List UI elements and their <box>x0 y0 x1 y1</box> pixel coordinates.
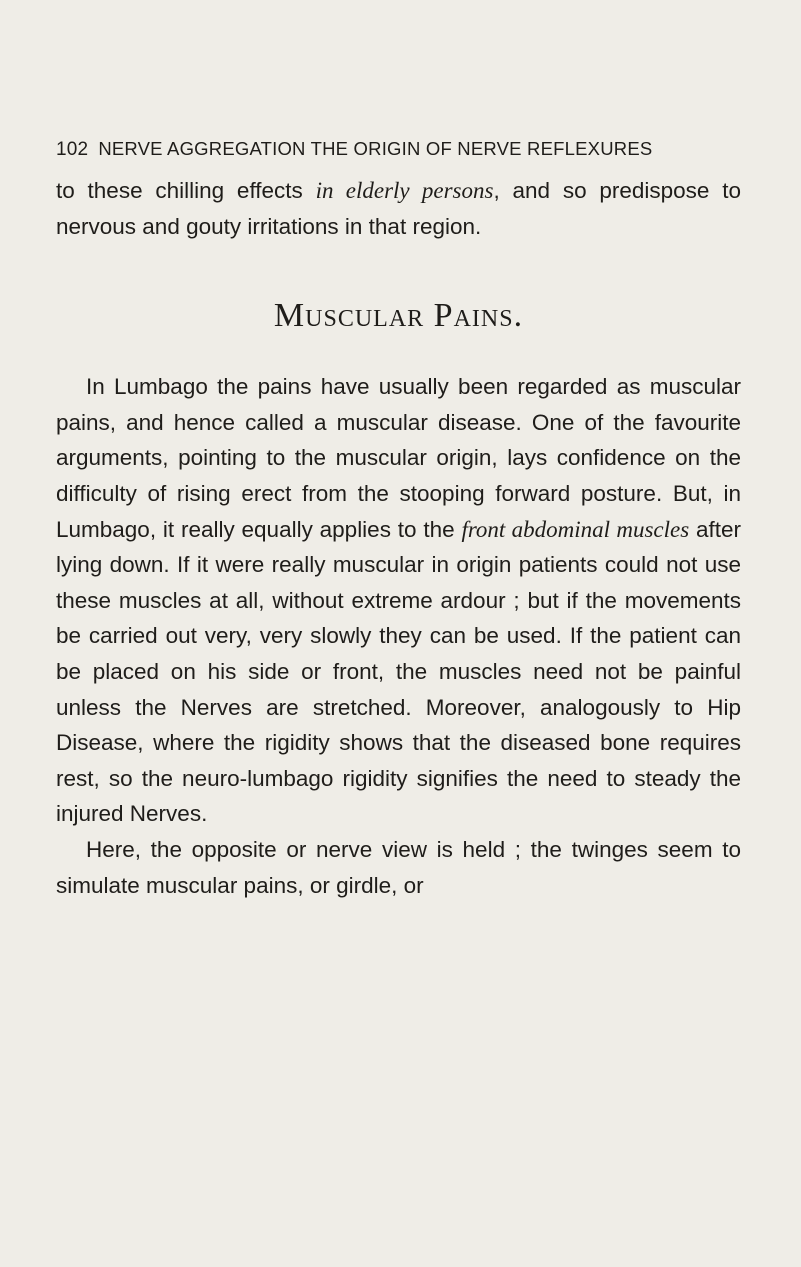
paragraph-continuation <box>56 173 741 244</box>
italic-phrase: in elderly persons <box>315 178 494 203</box>
paragraph-nerve-view: Here, the opposite or nerve view is held ; the twinges seem to simulate muscular pains, or girdle, or <box>56 836 741 898</box>
paragraph-lumbago-text: In Lumbago the pains have usually been regarded as muscular pains, and hence called a muscular disease. One of the favourite arguments, pointing to the muscular origin, lays confidence on the difficulty of rising erect from the stooping forward posture. But, in Lumbago, it really equally applies to the <box>56 374 741 542</box>
paragraph-continuation-text-end: , and so predispose to nervous and gouty irritations in that region. <box>56 178 741 239</box>
book-page <box>56 138 741 903</box>
italic-phrase: front abdominal muscles <box>461 516 690 542</box>
paragraph-lumbago <box>56 369 741 832</box>
page-number: 102 <box>56 139 89 160</box>
paragraph-continuation-text: to these chilling effects <box>56 178 316 203</box>
running-header <box>56 138 741 161</box>
section-heading: Muscular Pains. <box>273 297 524 335</box>
running-title: NERVE AGGREGATION THE ORIGIN OF NERVE REFLEXURES <box>98 138 653 159</box>
paragraph-lumbago-text-end: after lying down. If it were really muscular in origin patients could not use these muscles at all, without extreme ardour ; but if the movements be carried out very, very slowly they can be used. If the patient can be placed on his side or front, the muscles need not be painful unless the Nerves are stretched. Moreover, analogously to Hip Disease, where the rigidity shows that the diseased bone requires rest, so the neuro-lumbago rigidity signifies the need to steady the injured Nerves. <box>56 516 741 827</box>
